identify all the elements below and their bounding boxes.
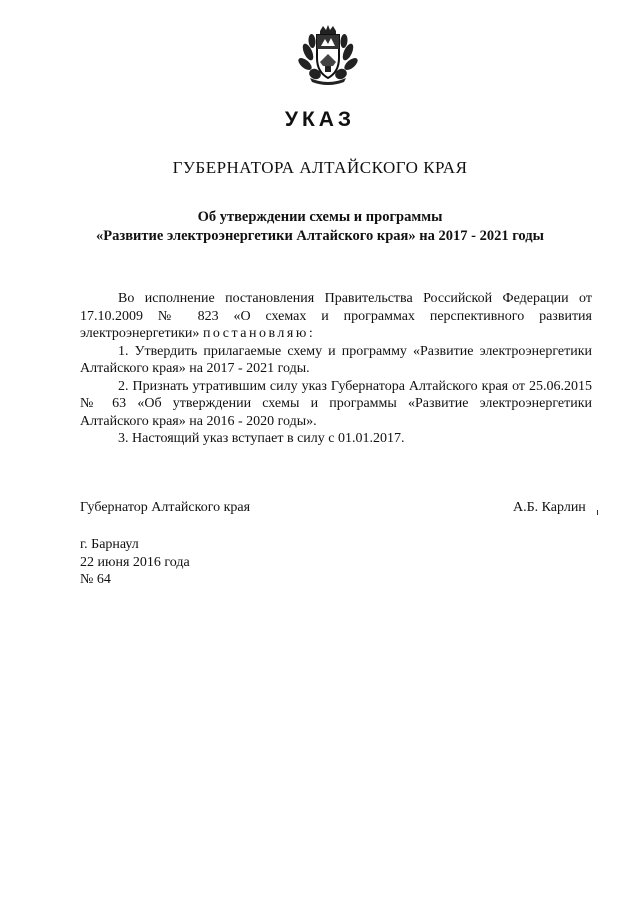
document-number: № 64 (80, 572, 111, 587)
decree-body (80, 290, 592, 448)
heading-line-1: Об утверждении схемы и программы (197, 209, 443, 225)
document-place: г. Барнаул (80, 537, 139, 552)
signature-mark (597, 510, 598, 515)
preamble-text: Во исполнение постановления Правительства Российской Федерации от 17.10.2009 № 823 «О схемах и программах перспективного развития электроэнергетики» (80, 291, 592, 341)
decree-item-1: 1. Утвердить прилагаемые схему и программу «Развитие электроэнергетики Алтайского края» на 2017 - 2021 годы. (80, 343, 592, 376)
preamble-keyword: постановляю (202, 326, 309, 341)
decree-item-3: 3. Настоящий указ вступает в силу с 01.01.2017. (118, 431, 405, 446)
document-heading (0, 208, 640, 246)
document-date: 22 июня 2016 года (80, 554, 190, 570)
preamble-end: : (308, 326, 313, 341)
decree-item-2: 2. Признать утратившим силу указ Губернатора Алтайского края от 25.06.2015 № 63 «Об утверждении схемы и программы «Развитие электроэнергетики Алтайского края» на 2016 - 2020 годы». (80, 378, 592, 429)
document-footer (80, 536, 190, 589)
signatory-name: А.Б. Карлин (513, 500, 586, 515)
signatory-position: Губернатор Алтайского края (80, 500, 251, 515)
document-subtitle: ГУБЕРНАТОРА АЛТАЙСКОГО КРАЯ (172, 158, 468, 177)
heading-line-2: «Развитие электроэнергетики Алтайского края» на 2017 - 2021 годы (96, 228, 544, 244)
document-title: УКАЗ (284, 108, 356, 131)
coat-of-arms-icon (295, 22, 361, 88)
preamble-paragraph (80, 290, 592, 343)
